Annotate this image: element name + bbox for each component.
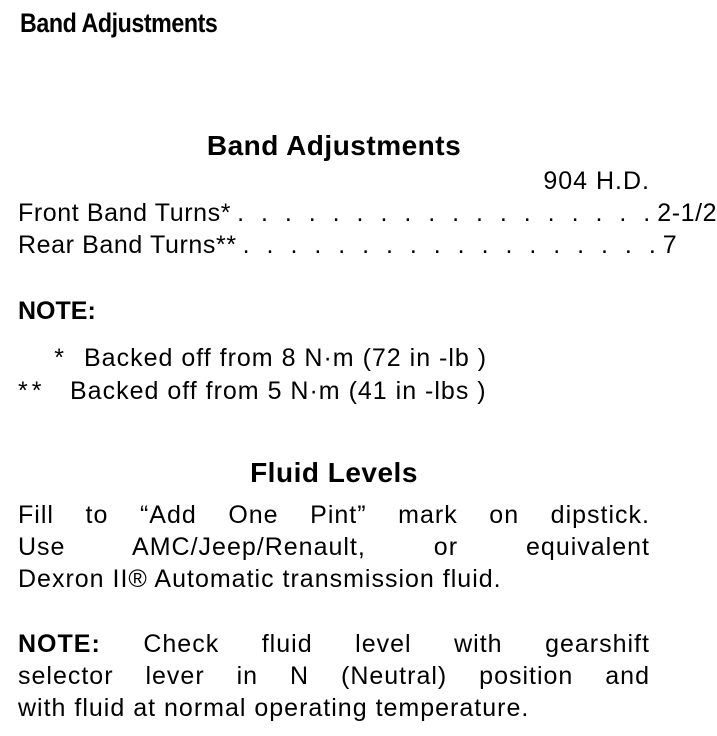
spec-row-front-band (18, 199, 717, 228)
paragraph-line (18, 628, 650, 660)
spec-label: Rear Band Turns** (18, 231, 237, 259)
paragraph-line: with fluid at normal operating temperature. (18, 694, 530, 722)
footnote-single-star (18, 344, 487, 373)
page-heading: Band Adjustments (20, 8, 218, 38)
leader-dots: . . . . . . . . . . . . . . . . . . (237, 199, 656, 227)
paragraph-line: Dexron II® Automatic transmission fluid. (18, 565, 502, 593)
footnote-text: Backed off from 8 N·m (72 in -lb ) (84, 344, 488, 372)
footnote-double-star (18, 377, 487, 406)
paragraph-line: Fill to “Add One Pint” mark on dipstick. (18, 501, 650, 529)
column-header: 904 H.D. (543, 167, 650, 195)
footnote-text: Backed off from 5 N·m (41 in -lbs ) (70, 377, 487, 405)
note-label: NOTE: (18, 297, 96, 325)
paragraph-line: selector lever in N (Neutral) position and (18, 662, 650, 690)
footnote-mark: * (54, 344, 68, 372)
note-text: Check fluid level with gearshift (143, 630, 650, 658)
footnote-mark: ** (18, 377, 46, 405)
section-title-band-adjustments: Band Adjustments (206, 130, 462, 161)
spec-label: Front Band Turns* (18, 199, 232, 227)
spec-value: 7 (662, 231, 678, 259)
spec-row-rear-band (18, 231, 678, 260)
fluid-note-paragraph (18, 628, 650, 724)
section-title-fluid-levels: Fluid Levels (250, 457, 418, 488)
paragraph-line: Use AMC/Jeep/Renault, or equivalent (18, 533, 650, 561)
fluid-paragraph (18, 499, 650, 595)
spec-value: 2-1/2 (657, 199, 717, 227)
note-label: NOTE: (18, 630, 101, 658)
leader-dots: . . . . . . . . . . . . . . . . . . (242, 231, 661, 259)
